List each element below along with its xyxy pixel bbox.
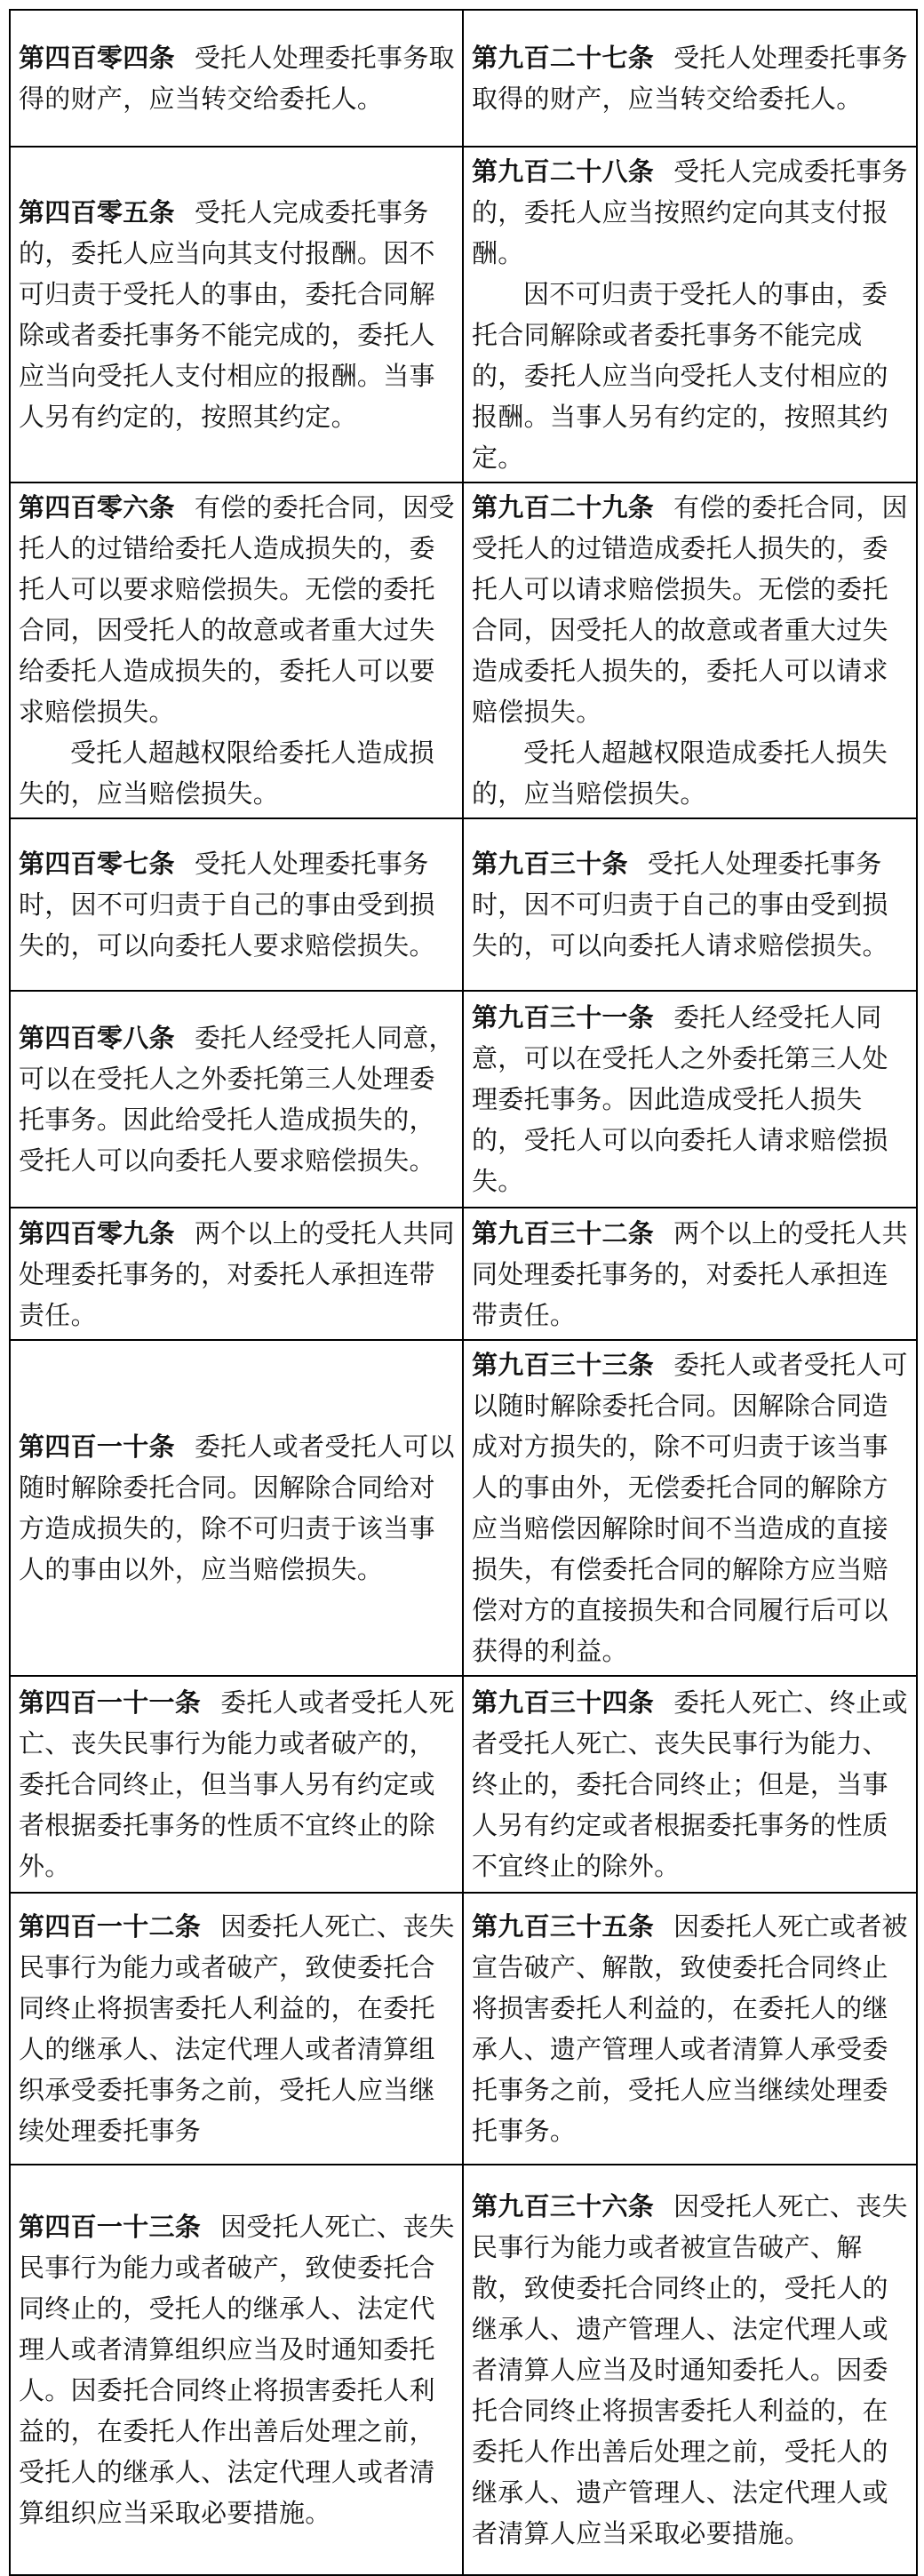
table-row <box>10 1676 917 1893</box>
old-article-cell <box>10 991 463 1208</box>
article-body-text: 受托人处理委托事务时，因不可归责于自己的事由受到损失的，可以向委托人要求赔偿损失。 <box>19 849 435 961</box>
table-row <box>10 2165 917 2575</box>
new-article-text <box>472 487 910 814</box>
article-paragraph <box>472 151 910 274</box>
table-row <box>10 483 917 818</box>
new-article-cell <box>463 1208 917 1340</box>
article-body-text: 委托人经受托人同意，可以在受托人之外委托第三人处理委托事务。因此造成受托人损失的，受托人可以向委托人请求赔偿损失。 <box>472 1002 888 1196</box>
article-body-text: 受托人处理委托事务取得的财产，应当转交给委托人。 <box>472 43 908 114</box>
new-article-cell <box>463 1340 917 1676</box>
old-article-text <box>19 192 456 437</box>
old-article-text <box>19 2206 456 2533</box>
old-article-cell <box>10 147 463 483</box>
article-body-text: 受托人完成委托事务的，委托人应当向其支付报酬。因不可归责于受托人的事由，委托合同解除或者委托事务不能完成的，委托人应当向受托人支付相应的报酬。当事人另有约定的，按照其约定。 <box>19 197 435 432</box>
old-article-cell <box>10 10 463 147</box>
article-number: 第四百零九条 <box>19 1217 175 1248</box>
table-row <box>10 991 917 1208</box>
new-article-text <box>472 151 910 478</box>
article-number: 第四百一十条 <box>19 1432 175 1462</box>
comparison-table <box>9 9 918 2576</box>
article-paragraph <box>472 2186 910 2554</box>
new-article-cell <box>463 1676 917 1893</box>
article-body-text: 委托人经受托人同意，可以在受托人之外委托第三人处理委托事务。因此给受托人造成损失的，受托人可以向委托人要求赔偿损失。 <box>19 1023 455 1176</box>
new-article-text <box>472 1682 910 1886</box>
article-paragraph <box>19 1426 456 1590</box>
article-body-text: 委托人或者受托人可以随时解除委托合同。因解除合同给对方造成损失的，除不可归责于该当事人的事由以外，应当赔偿损失。 <box>19 1432 455 1584</box>
table-row <box>10 147 917 483</box>
article-paragraph <box>19 487 456 732</box>
table-row <box>10 10 917 147</box>
table-row <box>10 818 917 991</box>
article-body-text: 受托人超越权限给委托人造成损失的，应当赔偿损失。 <box>19 738 435 809</box>
article-paragraph <box>472 487 910 732</box>
new-article-text <box>472 997 910 1201</box>
article-number: 第九百三十六条 <box>472 2191 655 2221</box>
old-article-text <box>19 1682 456 1886</box>
old-article-text <box>19 37 456 119</box>
article-paragraph <box>19 2206 456 2533</box>
old-article-text <box>19 1426 456 1590</box>
article-number: 第九百三十五条 <box>472 1911 655 1942</box>
article-paragraph <box>19 1682 456 1886</box>
article-paragraph <box>472 1682 910 1886</box>
old-article-text <box>19 487 456 814</box>
new-article-text <box>472 1213 910 1336</box>
new-article-text <box>472 1906 910 2151</box>
article-paragraph <box>19 192 456 437</box>
article-body-text: 因受托人死亡、丧失民事行为能力或者被宣告破产、解散，致使委托合同终止的，受托人的继承人、遗产管理人、法定代理人或者清算人应当及时通知委托人。因委托合同终止将损害委托人利益的，在委托人作出善后处理之前，受托人的继承人、遗产管理人、法定代理人或者清算人应当采取必要措施。 <box>472 2191 908 2548</box>
article-body-text: 有偿的委托合同，因受托人的过错造成委托人损失的，委托人可以请求赔偿损失。无偿的委托合同，因受托人的故意或者重大过失造成委托人损失的，委托人可以请求赔偿损失。 <box>472 492 908 727</box>
article-number: 第四百一十三条 <box>19 2212 202 2242</box>
article-paragraph <box>472 843 910 966</box>
article-number: 第九百三十一条 <box>472 1002 655 1033</box>
article-number: 第九百三十四条 <box>472 1687 655 1718</box>
article-number: 第九百二十七条 <box>472 43 655 73</box>
article-body-text: 因受托人死亡、丧失民事行为能力或者破产，致使委托合同终止的，受托人的继承人、法定代理人或者清算组织应当及时通知委托人。因委托合同终止将损害委托人利益的，在委托人作出善后处理之前，受托人的继承人、法定代理人或者清算组织应当采取必要措施。 <box>19 2212 455 2528</box>
article-number: 第九百二十九条 <box>472 492 655 522</box>
article-body-text: 委托人死亡、终止或者受托人死亡、丧失民事行为能力、终止的，委托合同终止；但是，当事人另有约定或者根据委托事务的性质不宜终止的除外。 <box>472 1687 908 1881</box>
article-number: 第四百零四条 <box>19 43 175 73</box>
article-number: 第四百零七条 <box>19 849 175 879</box>
article-paragraph <box>19 37 456 119</box>
old-article-cell <box>10 1676 463 1893</box>
article-paragraph <box>472 1906 910 2151</box>
article-body-text: 受托人处理委托事务取得的财产，应当转交给委托人。 <box>19 43 455 114</box>
article-paragraph <box>19 1017 456 1181</box>
article-number: 第四百零六条 <box>19 492 175 522</box>
old-article-cell <box>10 1208 463 1340</box>
table-row <box>10 1893 917 2165</box>
article-paragraph <box>472 997 910 1201</box>
old-article-cell <box>10 483 463 818</box>
new-article-cell <box>463 10 917 147</box>
new-article-text <box>472 843 910 966</box>
new-article-cell <box>463 1893 917 2165</box>
article-number: 第九百三十条 <box>472 849 628 879</box>
article-body-text: 两个以上的受托人共同处理委托事务的，对委托人承担连带责任。 <box>472 1217 908 1330</box>
article-paragraph <box>19 843 456 966</box>
new-article-cell <box>463 818 917 991</box>
new-article-cell <box>463 147 917 483</box>
old-article-text <box>19 843 456 966</box>
table-row <box>10 1340 917 1676</box>
article-paragraph <box>472 1213 910 1336</box>
article-number: 第四百零八条 <box>19 1023 175 1053</box>
article-number: 第四百零五条 <box>19 197 175 227</box>
table-row <box>10 1208 917 1340</box>
new-article-text <box>472 2186 910 2554</box>
article-body-text: 因委托人死亡或者被宣告破产、解散，致使委托合同终止将损害委托人利益的，在委托人的继承人、遗产管理人或者清算人承受委托事务之前，受托人应当继续处理委托事务。 <box>472 1911 908 2146</box>
old-article-text <box>19 1017 456 1181</box>
article-body-text: 受托人超越权限造成委托人损失的，应当赔偿损失。 <box>472 738 888 809</box>
article-number: 第九百三十二条 <box>472 1217 655 1248</box>
article-paragraph <box>19 1906 456 2151</box>
article-body-text: 受托人处理委托事务时，因不可归责于自己的事由受到损失的，可以向委托人请求赔偿损失。 <box>472 849 888 961</box>
new-article-cell <box>463 991 917 1208</box>
article-paragraph <box>472 732 910 814</box>
comparison-table-body <box>10 10 917 2575</box>
article-body-text: 委托人或者受托人死亡、丧失民事行为能力或者破产的，委托合同终止，但当事人另有约定或者根据委托事务的性质不宜终止的除外。 <box>19 1687 455 1881</box>
old-article-cell <box>10 1340 463 1676</box>
new-article-cell <box>463 483 917 818</box>
article-body-text: 受托人完成委托事务的，委托人应当按照约定向其支付报酬。 <box>472 156 908 268</box>
article-number: 第九百二十八条 <box>472 156 655 187</box>
article-paragraph <box>19 1213 456 1336</box>
article-paragraph <box>472 274 910 478</box>
old-article-text <box>19 1213 456 1336</box>
article-number: 第四百一十一条 <box>19 1687 202 1718</box>
new-article-cell <box>463 2165 917 2575</box>
old-article-cell <box>10 1893 463 2165</box>
article-paragraph <box>19 732 456 814</box>
article-number: 第九百三十三条 <box>472 1350 655 1380</box>
article-body-text: 两个以上的受托人共同处理委托事务的，对委托人承担连带责任。 <box>19 1217 455 1330</box>
old-article-cell <box>10 2165 463 2575</box>
article-body-text: 委托人或者受托人可以随时解除委托合同。因解除合同造成对方损失的，除不可归责于该当事人的事由外，无偿委托合同的解除方应当赔偿因解除时间不当造成的直接损失，有偿委托合同的解除方应当赔偿对方的直接损失和合同履行后可以获得的利益。 <box>472 1350 908 1666</box>
old-article-text <box>19 1906 456 2151</box>
article-body-text: 因不可归责于受托人的事由，委托合同解除或者委托事务不能完成的，委托人应当向受托人支付相应的报酬。当事人另有约定的，按照其约定。 <box>472 279 888 473</box>
article-paragraph <box>472 37 910 119</box>
new-article-text <box>472 1344 910 1671</box>
article-number: 第四百一十二条 <box>19 1911 202 1942</box>
article-paragraph <box>472 1344 910 1671</box>
old-article-cell <box>10 818 463 991</box>
article-body-text: 因委托人死亡、丧失民事行为能力或者破产，致使委托合同终止将损害委托人利益的，在委托人的继承人、法定代理人或者清算组织承受委托事务之前，受托人应当继续处理委托事务 <box>19 1911 455 2146</box>
new-article-text <box>472 37 910 119</box>
article-body-text: 有偿的委托合同，因受托人的过错给委托人造成损失的，委托人可以要求赔偿损失。无偿的委托合同，因受托人的故意或者重大过失给委托人造成损失的，委托人可以要求赔偿损失。 <box>19 492 455 727</box>
